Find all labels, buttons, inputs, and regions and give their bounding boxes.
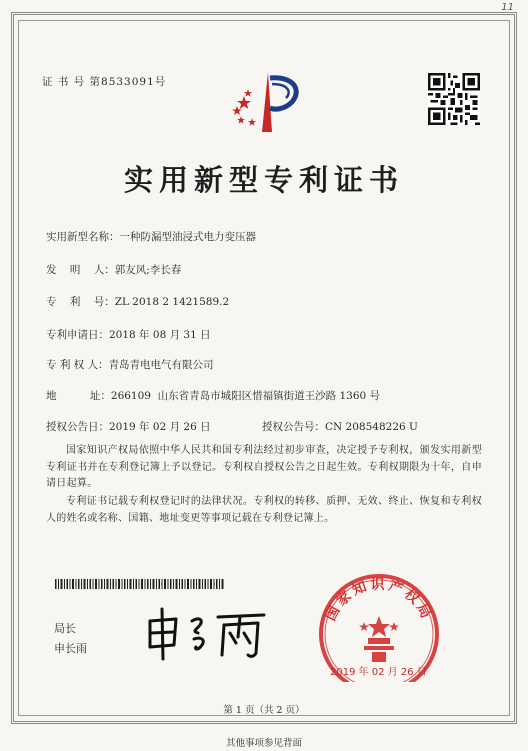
- certificate-title: 实用新型专利证书: [123, 163, 404, 197]
- field-value: 266109 山东省青岛市城阳区惜福镇街道王沙路 1360 号: [110, 390, 381, 402]
- seal-date: 2019 年 02 月 26 日: [330, 667, 427, 678]
- field-label: 地 址：: [46, 390, 111, 402]
- field-label: 专利申请日：: [46, 329, 109, 341]
- field-label: 专 利 号：: [46, 296, 115, 308]
- field-grant-date: [46, 419, 211, 434]
- field-patent-number: [46, 294, 229, 309]
- field-inventor: [46, 262, 181, 277]
- handwritten-signature-icon: [142, 603, 272, 663]
- field-label: 实用新型名称：: [46, 231, 120, 243]
- field-address: [46, 388, 380, 403]
- cnipa-logo-icon: [224, 66, 304, 136]
- field-value: CN 208548226 U: [325, 421, 418, 433]
- field-label: 发 明 人：: [46, 264, 115, 276]
- svg-text:国家知识产权局: 国家知识产权局: [322, 577, 436, 624]
- field-patentee: [46, 357, 214, 372]
- field-label: 授权公告日：: [46, 421, 109, 433]
- field-value: 一种防漏型油浸式电力变压器: [119, 231, 256, 243]
- legal-paragraph-1: 国家知识产权局依照中华人民共和国专利法经过初步审查，决定授予专利权，颁发实用新型专利证书并在专利登记簿上予以登记。专利权自授权公告之日起生效。专利权期限为十年，自申请日起算。: [46, 445, 482, 489]
- barcode-icon: [55, 579, 225, 589]
- field-value: 青岛青电电气有限公司: [108, 359, 214, 371]
- field-value: 2019 年 02 月 26 日: [109, 421, 211, 433]
- legal-paragraph-2: 专利证书记载专利权登记时的法律状况。专利权的转移、质押、无效、终止、恢复和专利权人的姓名或名称、国籍、地址变更等事项记载在专利登记簿上。: [46, 496, 482, 524]
- corner-mark: 11: [501, 2, 514, 13]
- signatory-title: 局长: [54, 622, 76, 635]
- field-value: 郭友风;李长春: [114, 264, 182, 276]
- field-grant-number: [262, 419, 418, 434]
- field-filing-date: [46, 327, 211, 342]
- signatory-name: 申长雨: [54, 642, 87, 655]
- certificate-number: 证 书 号 第8533091号: [42, 76, 167, 88]
- field-label: 专 利 权 人：: [46, 359, 109, 371]
- footer-note: 其他事项参见背面: [225, 738, 302, 749]
- field-label: 授权公告号：: [262, 421, 325, 433]
- qr-code-icon: [428, 73, 480, 125]
- field-value: 2018 年 08 月 31 日: [109, 329, 211, 341]
- page-number: 第 1 页（共 2 页）: [223, 705, 305, 716]
- field-value: ZL 2018 2 1421589.2: [114, 296, 230, 308]
- field-utility-name: [46, 229, 256, 244]
